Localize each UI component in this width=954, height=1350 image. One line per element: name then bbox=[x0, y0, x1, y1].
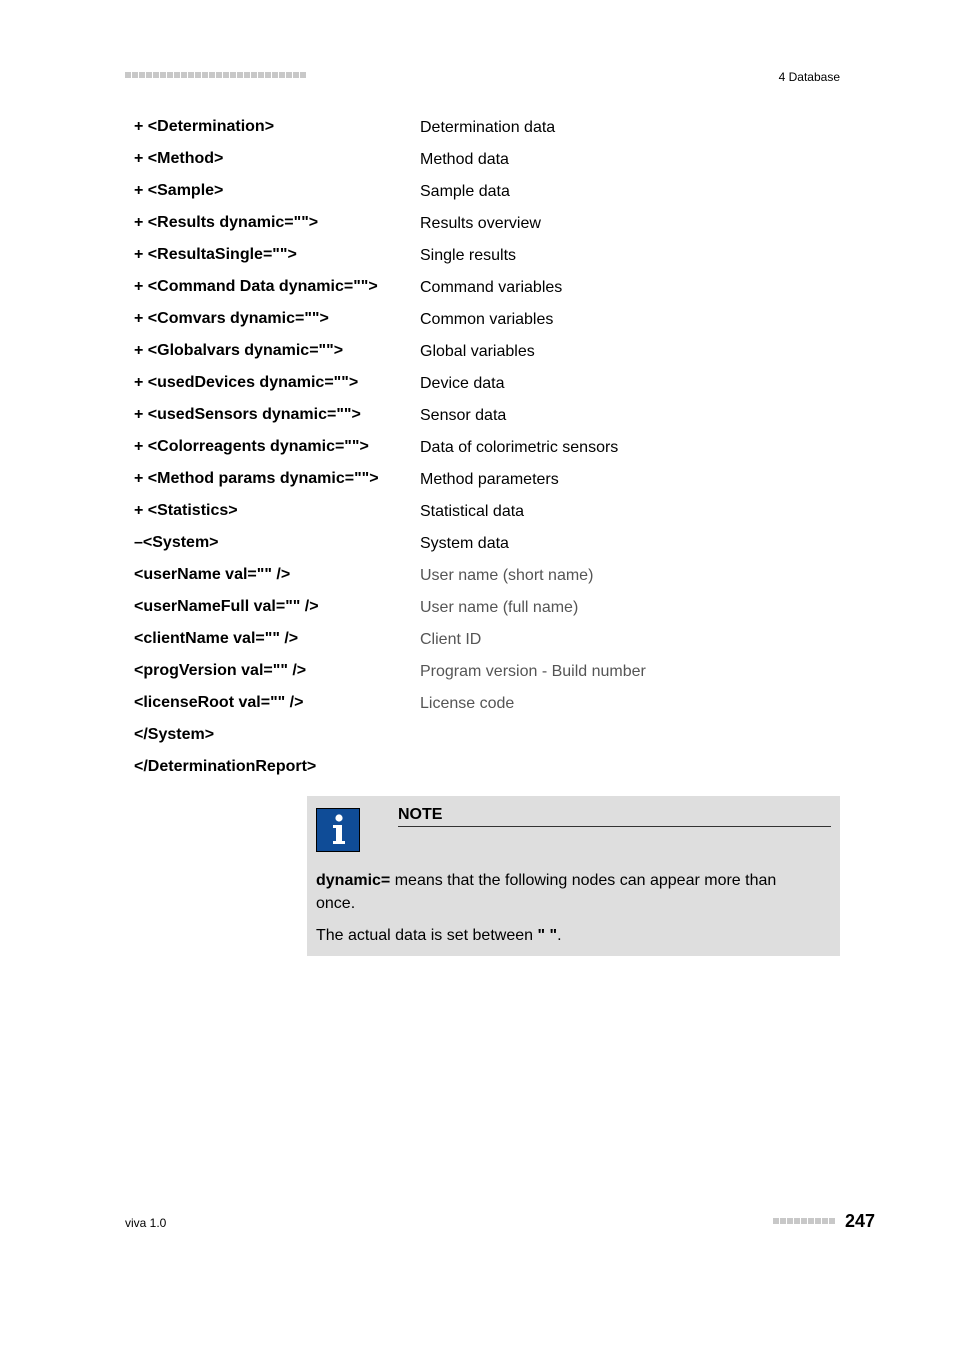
xml-structure-table bbox=[134, 116, 834, 788]
table-row bbox=[134, 724, 834, 756]
xml-node: + <Statistics> bbox=[134, 502, 238, 519]
table-row bbox=[134, 596, 834, 628]
page-number: 247 bbox=[845, 1211, 876, 1231]
table-row bbox=[134, 372, 834, 404]
node-description: Method data bbox=[420, 151, 509, 168]
table-row bbox=[134, 532, 834, 564]
note-text: . bbox=[557, 927, 562, 944]
table-row bbox=[134, 212, 834, 244]
table-row bbox=[134, 116, 834, 148]
node-description: Client ID bbox=[420, 631, 482, 648]
node-description: Program version - Build number bbox=[420, 663, 646, 680]
xml-node: –<System> bbox=[134, 534, 219, 551]
xml-node: + <Method> bbox=[134, 150, 224, 167]
table-row bbox=[134, 308, 834, 340]
xml-node: + <Comvars dynamic=""> bbox=[134, 310, 329, 327]
note-title: NOTE bbox=[398, 806, 831, 827]
table-row bbox=[134, 404, 834, 436]
table-row bbox=[134, 340, 834, 372]
xml-node: </DeterminationReport> bbox=[134, 758, 317, 775]
xml-node: <clientName val="" /> bbox=[134, 630, 299, 647]
xml-node: <userNameFull val="" /> bbox=[134, 598, 319, 615]
note-text: means that the following nodes can appear more than once. bbox=[316, 872, 777, 912]
table-row bbox=[134, 148, 834, 180]
node-description: Command variables bbox=[420, 279, 563, 296]
note-text: The actual data is set between bbox=[316, 927, 538, 944]
table-row bbox=[134, 564, 834, 596]
footer-product: viva 1.0 bbox=[125, 1216, 167, 1230]
node-description: Sample data bbox=[420, 183, 510, 200]
note-keyword: dynamic= bbox=[316, 872, 391, 889]
xml-node: <progVersion val="" /> bbox=[134, 662, 307, 679]
node-description: License code bbox=[420, 695, 515, 712]
node-description: Device data bbox=[420, 375, 505, 392]
table-row bbox=[134, 244, 834, 276]
note-quotes: " " bbox=[537, 927, 558, 944]
note-line-quotes bbox=[316, 924, 816, 947]
xml-node: + <Results dynamic=""> bbox=[134, 214, 319, 231]
node-description: Results overview bbox=[420, 215, 541, 232]
node-description: Data of colorimetric sensors bbox=[420, 439, 619, 456]
node-description: Single results bbox=[420, 247, 517, 264]
node-description: Global variables bbox=[420, 343, 535, 360]
header-squares bbox=[125, 72, 306, 78]
xml-node: + <usedSensors dynamic=""> bbox=[134, 406, 361, 423]
table-row bbox=[134, 436, 834, 468]
table-row bbox=[134, 756, 834, 788]
node-description: System data bbox=[420, 535, 509, 552]
xml-node: + <usedDevices dynamic=""> bbox=[134, 374, 359, 391]
info-icon bbox=[316, 808, 360, 852]
xml-node: + <Sample> bbox=[134, 182, 224, 199]
table-row bbox=[134, 692, 834, 724]
xml-node: + <Globalvars dynamic=""> bbox=[134, 342, 344, 359]
table-row bbox=[134, 468, 834, 500]
node-description: Sensor data bbox=[420, 407, 507, 424]
xml-node: <userName val="" /> bbox=[134, 566, 291, 583]
node-description: User name (short name) bbox=[420, 567, 594, 584]
node-description: Common variables bbox=[420, 311, 554, 328]
note-line-dynamic bbox=[316, 869, 816, 915]
xml-node: + <Command Data dynamic=""> bbox=[134, 278, 378, 295]
xml-node: <licenseRoot val="" /> bbox=[134, 694, 304, 711]
table-row bbox=[134, 500, 834, 532]
xml-node: </System> bbox=[134, 726, 215, 743]
xml-node: + <Method params dynamic=""> bbox=[134, 470, 379, 487]
node-description: Method parameters bbox=[420, 471, 559, 488]
table-row bbox=[134, 660, 834, 692]
node-description: Statistical data bbox=[420, 503, 525, 520]
table-row bbox=[134, 180, 834, 212]
table-row bbox=[134, 276, 834, 308]
note-body bbox=[316, 869, 816, 947]
xml-node: + <ResultaSingle=""> bbox=[134, 246, 297, 263]
table-row bbox=[134, 628, 834, 660]
chapter-title: 4 Database bbox=[778, 70, 840, 84]
node-description: Determination data bbox=[420, 119, 556, 136]
footer-squares bbox=[773, 1218, 835, 1224]
xml-node: + <Determination> bbox=[134, 118, 275, 135]
node-description: User name (full name) bbox=[420, 599, 579, 616]
note-box bbox=[307, 796, 840, 956]
xml-node: + <Colorreagents dynamic=""> bbox=[134, 438, 369, 455]
